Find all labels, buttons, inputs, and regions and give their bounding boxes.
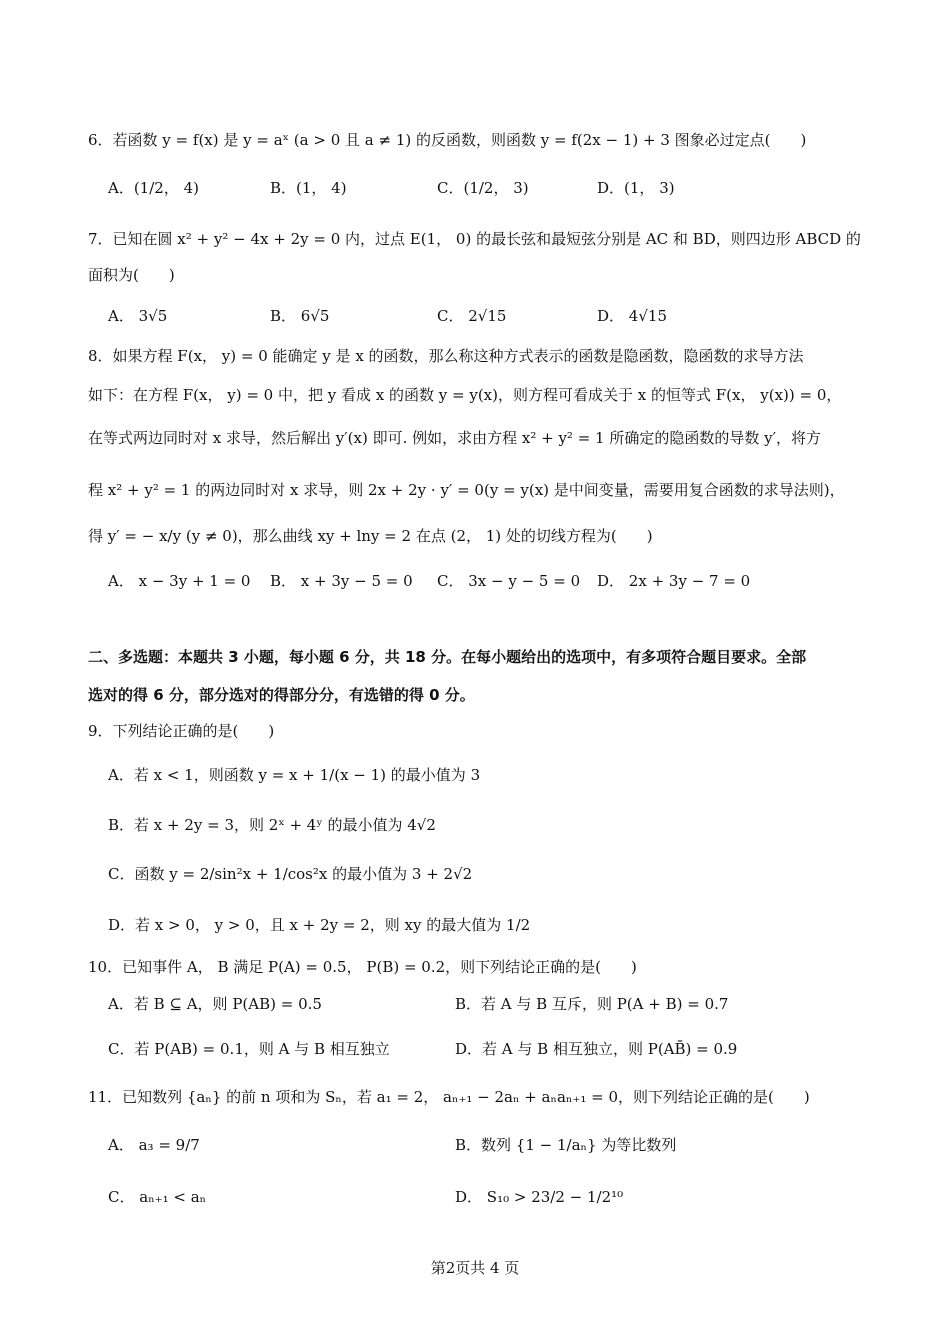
question-10-stem: 10．已知事件 A， B 满足 P(A) = 0.5， P(B) = 0.2，则下列结论正确的是( )	[88, 958, 637, 976]
q9-option-a: A．若 x < 1，则函数 y = x + 1/(x − 1) 的最小值为 3	[108, 766, 481, 784]
q10-option-b: B．若 A 与 B 互斥，则 P(A + B) = 0.7	[455, 995, 729, 1013]
section-2-heading-line2: 选对的得 6 分，部分选对的得部分分，有选错的得 0 分。	[88, 686, 475, 704]
q10-option-d: D．若 A 与 B 相互独立，则 P(AB̄) = 0.9	[455, 1040, 738, 1058]
q10-option-a: A．若 B ⊆ A，则 P(AB) = 0.5	[108, 995, 322, 1013]
q8-option-c: C． 3x − y − 5 = 0	[437, 572, 581, 590]
question-8-line4: 程 x² + y² = 1 的两边同时对 x 求导，则 2x + 2y · y′ = 0(y = y(x) 是中间变量，需要用复合函数的求导法则)，	[88, 481, 845, 499]
q11-option-b: B．数列 {1 − 1/aₙ} 为等比数列	[455, 1136, 677, 1154]
q8-option-b: B． x + 3y − 5 = 0	[270, 572, 413, 590]
question-6-stem: 6．若函数 y = f(x) 是 y = aˣ (a > 0 且 a ≠ 1) 的反函数，则函数 y = f(2x − 1) + 3 图象必过定点( )	[88, 131, 807, 149]
q7-option-d: D． 4√15	[597, 307, 667, 325]
q11-option-a: A． a₃ = 9/7	[108, 1136, 200, 1154]
q7-option-c: C． 2√15	[437, 307, 507, 325]
q9-option-b: B．若 x + 2y = 3，则 2ˣ + 4ʸ 的最小值为 4√2	[108, 816, 436, 834]
q7-option-b: B． 6√5	[270, 307, 330, 325]
q11-option-d: D． S₁₀ > 23/2 − 1/2¹⁰	[455, 1188, 624, 1206]
q6-option-d: D．(1， 3)	[597, 179, 675, 197]
q8-option-d: D． 2x + 3y − 7 = 0	[597, 572, 751, 590]
q7-option-a: A． 3√5	[108, 307, 168, 325]
q11-option-c: C． aₙ₊₁ < aₙ	[108, 1188, 207, 1206]
q10-option-c: C．若 P(AB) = 0.1，则 A 与 B 相互独立	[108, 1040, 390, 1058]
question-8-line3: 在等式两边同时对 x 求导，然后解出 y′(x) 即可. 例如，求由方程 x² + y² = 1 所确定的隐函数的导数 y′，将方	[88, 429, 822, 447]
q6-option-a: A．(1/2， 4)	[108, 179, 199, 197]
q9-option-c: C．函数 y = 2/sin²x + 1/cos²x 的最小值为 3 + 2√2	[108, 865, 473, 883]
question-7-stem-line2: 面积为( )	[88, 266, 175, 284]
question-8-line5: 得 y′ = − x/y (y ≠ 0)，那么曲线 xy + lny = 2 在点 (2， 1) 处的切线方程为( )	[88, 527, 653, 545]
question-8-line1: 8．如果方程 F(x， y) = 0 能确定 y 是 x 的函数，那么称这种方式表示的函数是隐函数，隐函数的求导方法	[88, 347, 804, 365]
q6-option-c: C．(1/2， 3)	[437, 179, 529, 197]
question-9-stem: 9．下列结论正确的是( )	[88, 722, 275, 740]
section-2-heading-line1: 二、多选题：本题共 3 小题，每小题 6 分，共 18 分。在每小题给出的选项中，有多项符合题目要求。全部	[88, 648, 807, 666]
q9-option-d: D．若 x > 0， y > 0，且 x + 2y = 2，则 xy 的最大值为 1/2	[108, 916, 531, 934]
q6-option-b: B．(1， 4)	[270, 179, 347, 197]
question-8-line2: 如下：在方程 F(x， y) = 0 中，把 y 看成 x 的函数 y = y(x)，则方程可看成关于 x 的恒等式 F(x， y(x)) = 0，	[88, 386, 842, 404]
question-11-stem: 11．已知数列 {aₙ} 的前 n 项和为 Sₙ，若 a₁ = 2， aₙ₊₁ − 2aₙ + aₙaₙ₊₁ = 0，则下列结论正确的是( )	[88, 1088, 810, 1106]
page-footer: 第2页共 4 页	[430, 1259, 520, 1277]
question-7-stem-line1: 7．已知在圆 x² + y² − 4x + 2y = 0 内，过点 E(1， 0) 的最长弦和最短弦分别是 AC 和 BD，则四边形 ABCD 的	[88, 230, 861, 248]
q8-option-a: A． x − 3y + 1 = 0	[108, 572, 251, 590]
